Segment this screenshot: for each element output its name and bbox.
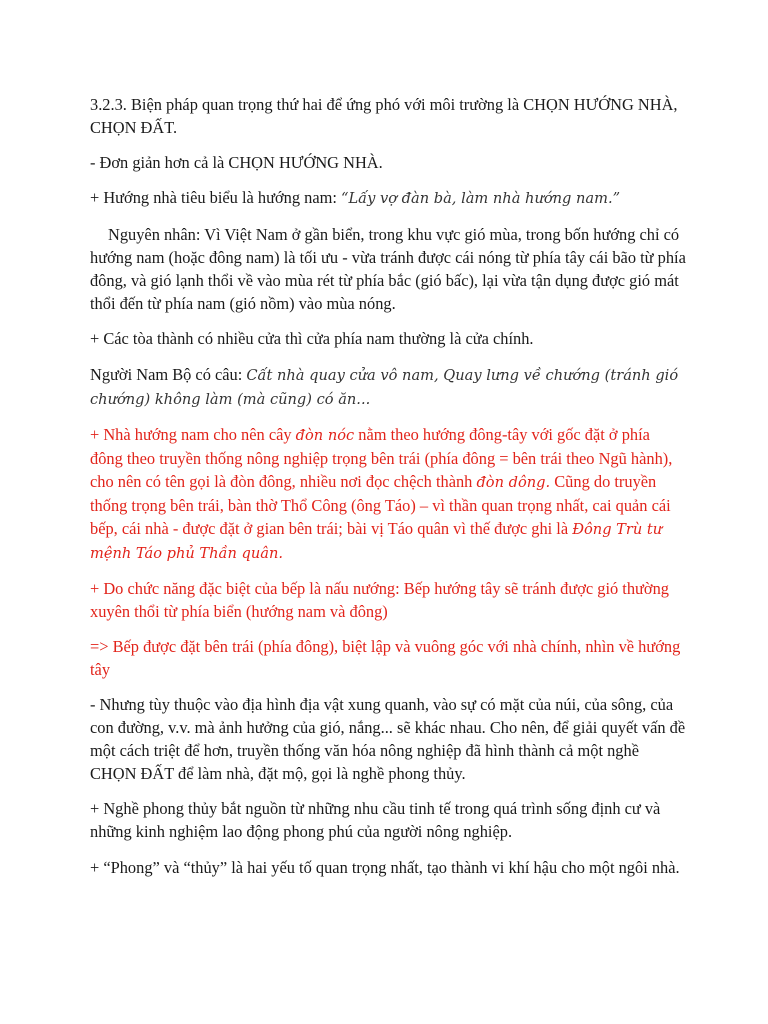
ridge-beam-variant: đòn dông. (476, 474, 551, 491)
southern-saying-quote: Cất nhà quay cửa vô nam, Quay lưng về chướng (tránh gió chướng) không làm (mà cũng) có ăn... (90, 367, 679, 408)
paragraph-feng-shui-origin: + Nghề phong thủy bắt nguồn từ những nhu cầu tinh tế trong quá trình sống định cư và những kinh nghiệm lao động phong phú của người nông nghiệp. (90, 799, 661, 841)
paragraph-southern-saying (90, 363, 686, 411)
ridge-beam-text-c: nằm theo hướng đông-tây với gốc đặt ở phía đông theo truyền thống nông nghiệp trọng bên trái (phía đông = bên trái theo Ngũ hành), cho nên có tên gọi là đòn đông, nhiều nơi đọc chệch thành (90, 425, 673, 491)
ridge-beam-text-e: Cũng do truyền thống trọng bên trái, bàn thờ Thổ Công (ông Táo) – vì thần quan trọng nhất, cai quản cái bếp, cái nhà - được đặt ở gian bên trái; bài vị Táo quân vì thế được ghi là (90, 472, 671, 538)
typical-direction-text: + Hướng nhà tiêu biểu là hướng nam: (90, 188, 342, 207)
paragraph-choose-land: - Nhưng tùy thuộc vào địa hình địa vật xung quanh, vào sự có mặt của núi, của sông, của con đường, v.v. mà ảnh hưởng của gió, nắng... sẽ khác nhau. Cho nên, để giải quyết vấn đề một cách triệt để hơn, truyền thống văn hóa nông nghiệp đã hình thành cả một nghề CHỌN ĐẤT để làm nhà, đặt mộ, gọi là nghề phong thủy. (90, 695, 686, 783)
paragraph-typical-direction (90, 186, 686, 210)
paragraph-ridge-beam (90, 423, 686, 565)
proverb-quote: “Lấy vợ đàn bà, làm nhà hướng nam.” (341, 190, 621, 207)
kitchen-god-title: Đông Trù tư mệnh Táo phủ Thần quân. (90, 521, 663, 562)
paragraph-reason: Nguyên nhân: Vì Việt Nam ở gần biển, trong khu vực gió mùa, trong bốn hướng chỉ có hướng nam (hoặc đông nam) là tối ưu - vừa tránh được cái nóng từ phía tây cái bão từ phía đông, và gió lạnh thổi về vào mùa rét từ phía bắc (gió bấc), lại vừa tận dụng được gió mát thổi đến từ phía nam (gió nồm) vào mùa nóng. (90, 225, 686, 313)
paragraph-wind-water: + “Phong” và “thủy” là hai yếu tố quan trọng nhất, tạo thành vi khí hậu cho một ngôi nhà. (90, 858, 680, 877)
paragraph-house-direction: - Đơn giản hơn cả là CHỌN HƯỚNG NHÀ. (90, 153, 383, 172)
paragraph-kitchen-placement: => Bếp được đặt bên trái (phía đông), biệt lập và vuông góc với nhà chính, nhìn về hướng tây (90, 637, 681, 679)
document-page (90, 93, 686, 891)
ridge-beam-text-a: + Nhà hướng nam cho nên cây (90, 425, 296, 444)
section-heading: 3.2.3. Biện pháp quan trọng thứ hai để ứng phó với môi trường là CHỌN HƯỚNG NHÀ, CHỌN ĐẤT. (90, 95, 678, 137)
ridge-beam-term: đòn nóc (295, 427, 355, 444)
paragraph-kitchen-function: + Do chức năng đặc biệt của bếp là nấu nướng: Bếp hướng tây sẽ tránh được gió thường xuyên thổi từ phía biển (hướng nam và đông) (90, 579, 669, 621)
southern-saying-text: Người Nam Bộ có câu: (90, 365, 247, 384)
paragraph-citadel-gates: + Các tòa thành có nhiều cửa thì cửa phía nam thường là cửa chính. (90, 329, 534, 348)
